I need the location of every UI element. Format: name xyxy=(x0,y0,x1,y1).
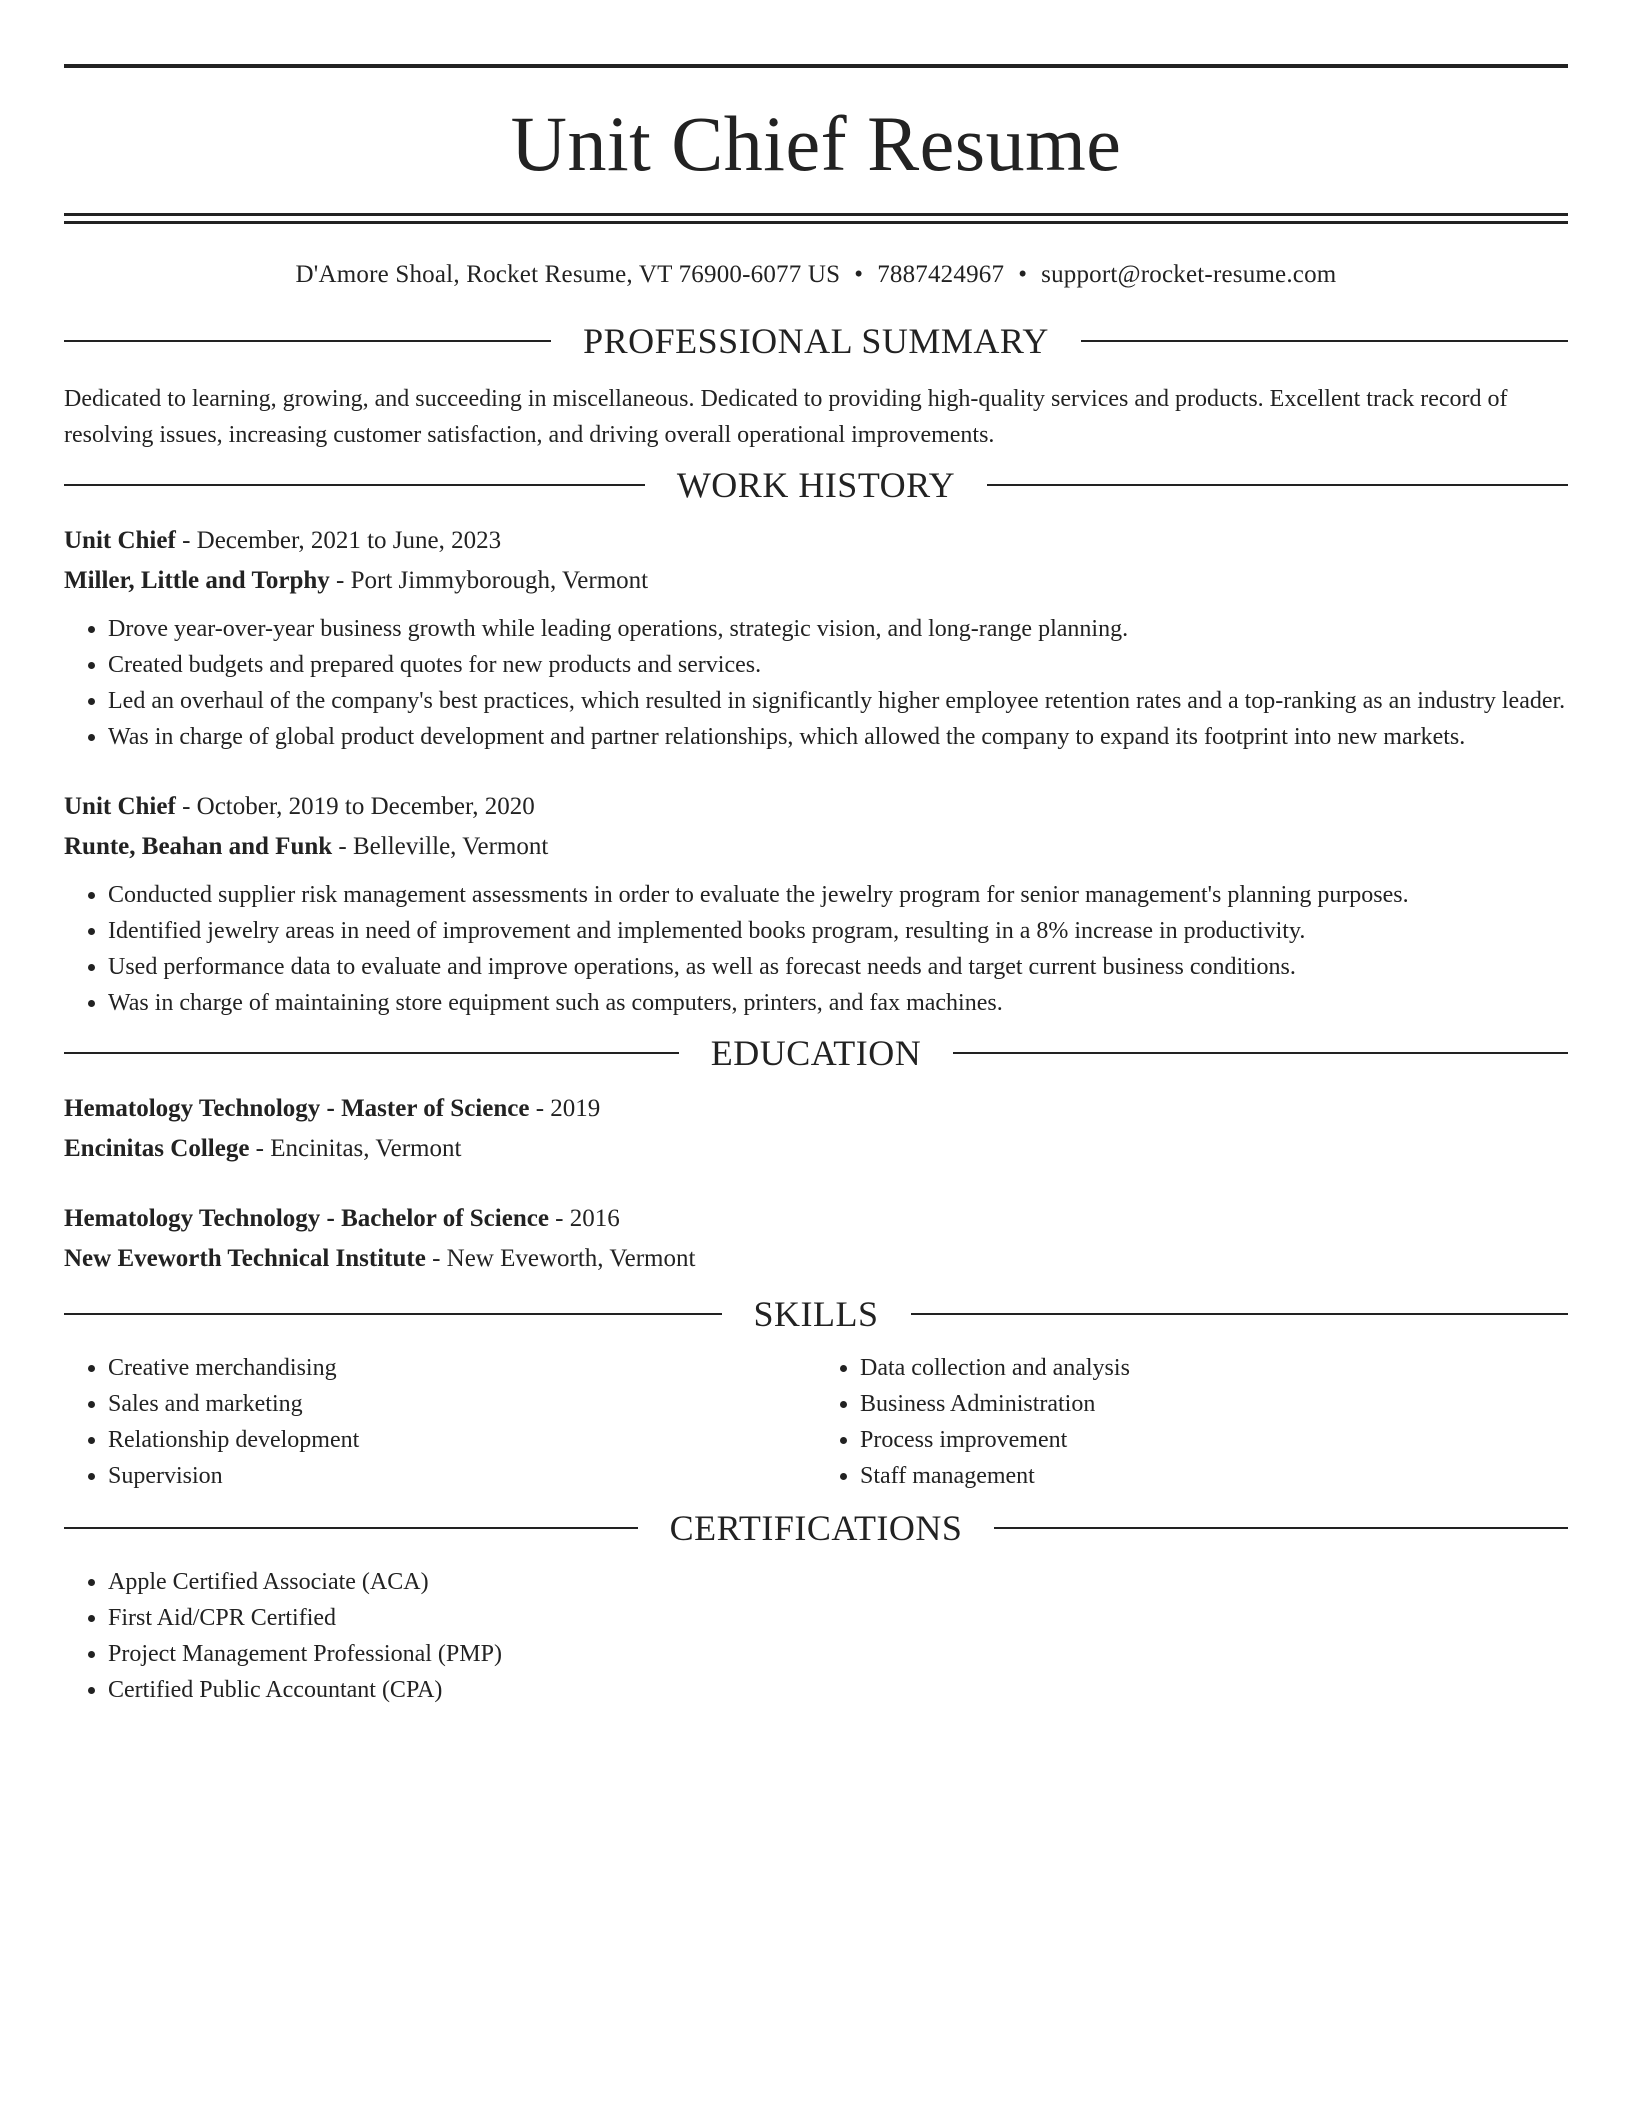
job-title-line xyxy=(64,521,1568,561)
list-item: • Led an overhaul of the company's best practices, which resulted in significantly higher employee retention rates and a top-ranking as an industry leader. xyxy=(108,683,1568,719)
job-dates: - December, 2021 to June, 2023 xyxy=(175,527,502,554)
job-bullets xyxy=(64,611,1568,755)
header-rule-lower xyxy=(64,221,1568,224)
skills-right-column xyxy=(816,1350,1568,1494)
job-bullets xyxy=(64,877,1568,1021)
list-item: • Conducted supplier risk management assessments in order to evaluate the jewelry program for senior management's planning purposes. xyxy=(108,877,1568,913)
education-degree-line xyxy=(64,1089,1568,1129)
skills-left-column xyxy=(64,1350,816,1494)
job-company-line xyxy=(64,561,1568,601)
heading-rule xyxy=(64,1313,722,1315)
education-year: - 2016 xyxy=(548,1205,620,1232)
list-item: • Certified Public Accountant (CPA) xyxy=(108,1672,1568,1708)
certifications-list xyxy=(64,1564,1568,1708)
job-company: Runte, Beahan and Funk xyxy=(64,833,333,860)
list-item: • Staff management xyxy=(860,1458,1568,1494)
education-year: - 2019 xyxy=(529,1095,601,1122)
job-title: Unit Chief xyxy=(64,527,176,554)
job-location: - Belleville, Vermont xyxy=(332,833,549,860)
contact-separator: • xyxy=(854,261,864,288)
summary-text: Dedicated to learning, growing, and succeeding in miscellaneous. Dedicated to providing high-quality services and products. Excellent track record of resolving issues, increasing customer satisfaction, and driving overall operational improvements. xyxy=(64,386,1508,448)
header-rule-upper xyxy=(64,213,1568,216)
list-item: • Business Administration xyxy=(860,1386,1568,1422)
education-entry xyxy=(64,1199,1568,1279)
heading-rule xyxy=(994,1527,1568,1529)
list-item: • Project Management Professional (PMP) xyxy=(108,1636,1568,1672)
education-school-line xyxy=(64,1239,1568,1279)
list-item: • Was in charge of maintaining store equipment such as computers, printers, and fax machines. xyxy=(108,985,1568,1021)
heading-rule xyxy=(64,484,645,486)
job-entry xyxy=(64,787,1568,1021)
education-location: - New Eveworth, Vermont xyxy=(425,1245,696,1272)
skills-grid xyxy=(64,1350,1568,1494)
education-degree: Hematology Technology - Master of Science xyxy=(64,1095,530,1122)
job-company-line xyxy=(64,827,1568,867)
list-item: • Supervision xyxy=(108,1458,816,1494)
job-location: - Port Jimmyborough, Vermont xyxy=(329,567,649,594)
job-entry xyxy=(64,521,1568,755)
list-item: • Apple Certified Associate (ACA) xyxy=(108,1564,1568,1600)
resume-title: Unit Chief Resume xyxy=(510,100,1122,187)
education-school: Encinitas College xyxy=(64,1135,250,1162)
heading-rule xyxy=(953,1052,1568,1054)
summary-heading xyxy=(64,321,1568,361)
contact-phone: 7887424967 xyxy=(877,261,1005,288)
resume-page xyxy=(64,64,1568,1708)
contact-separator: • xyxy=(1018,261,1028,288)
work-history-heading xyxy=(64,465,1568,505)
skills-heading-text: SKILLS xyxy=(753,1294,879,1334)
contact-email: support@rocket-resume.com xyxy=(1041,261,1337,288)
certifications-heading-text: CERTIFICATIONS xyxy=(669,1508,963,1548)
heading-rule xyxy=(64,340,551,342)
education-entry xyxy=(64,1089,1568,1169)
list-item: • First Aid/CPR Certified xyxy=(108,1600,1568,1636)
skills-heading xyxy=(64,1294,1568,1334)
list-item: • Created budgets and prepared quotes for new products and services. xyxy=(108,647,1568,683)
job-company: Miller, Little and Torphy xyxy=(64,567,330,594)
job-title: Unit Chief xyxy=(64,793,176,820)
education-location: - Encinitas, Vermont xyxy=(249,1135,462,1162)
heading-rule xyxy=(64,1527,638,1529)
heading-rule xyxy=(1081,340,1568,342)
list-item: • Process improvement xyxy=(860,1422,1568,1458)
job-dates: - October, 2019 to December, 2020 xyxy=(175,793,535,820)
education-school: New Eveworth Technical Institute xyxy=(64,1245,426,1272)
list-item: • Data collection and analysis xyxy=(860,1350,1568,1386)
education-heading-text: EDUCATION xyxy=(710,1033,922,1073)
heading-rule xyxy=(64,1052,679,1054)
education-degree-line xyxy=(64,1199,1568,1239)
work-history-heading-text: WORK HISTORY xyxy=(676,465,956,505)
list-item: • Identified jewelry areas in need of improvement and implemented books program, resulting in a 8% increase in productivity. xyxy=(108,913,1568,949)
summary-heading-text: PROFESSIONAL SUMMARY xyxy=(583,321,1049,361)
contact-address: D'Amore Shoal, Rocket Resume, VT 76900-6077 US xyxy=(295,261,841,288)
job-title-line xyxy=(64,787,1568,827)
list-item: • Drove year-over-year business growth while leading operations, strategic vision, and long-range planning. xyxy=(108,611,1568,647)
certifications-heading xyxy=(64,1508,1568,1548)
list-item: • Relationship development xyxy=(108,1422,816,1458)
education-heading xyxy=(64,1033,1568,1073)
list-item: • Was in charge of global product development and partner relationships, which allowed the company to expand its footprint into new markets. xyxy=(108,719,1568,755)
list-item: • Sales and marketing xyxy=(108,1386,816,1422)
heading-rule xyxy=(911,1313,1569,1315)
contact-line xyxy=(64,260,1568,290)
heading-rule xyxy=(987,484,1568,486)
education-school-line xyxy=(64,1129,1568,1169)
list-item: • Used performance data to evaluate and improve operations, as well as forecast needs and target current business conditions. xyxy=(108,949,1568,985)
list-item: • Creative merchandising xyxy=(108,1350,816,1386)
education-degree: Hematology Technology - Bachelor of Science xyxy=(64,1205,549,1232)
